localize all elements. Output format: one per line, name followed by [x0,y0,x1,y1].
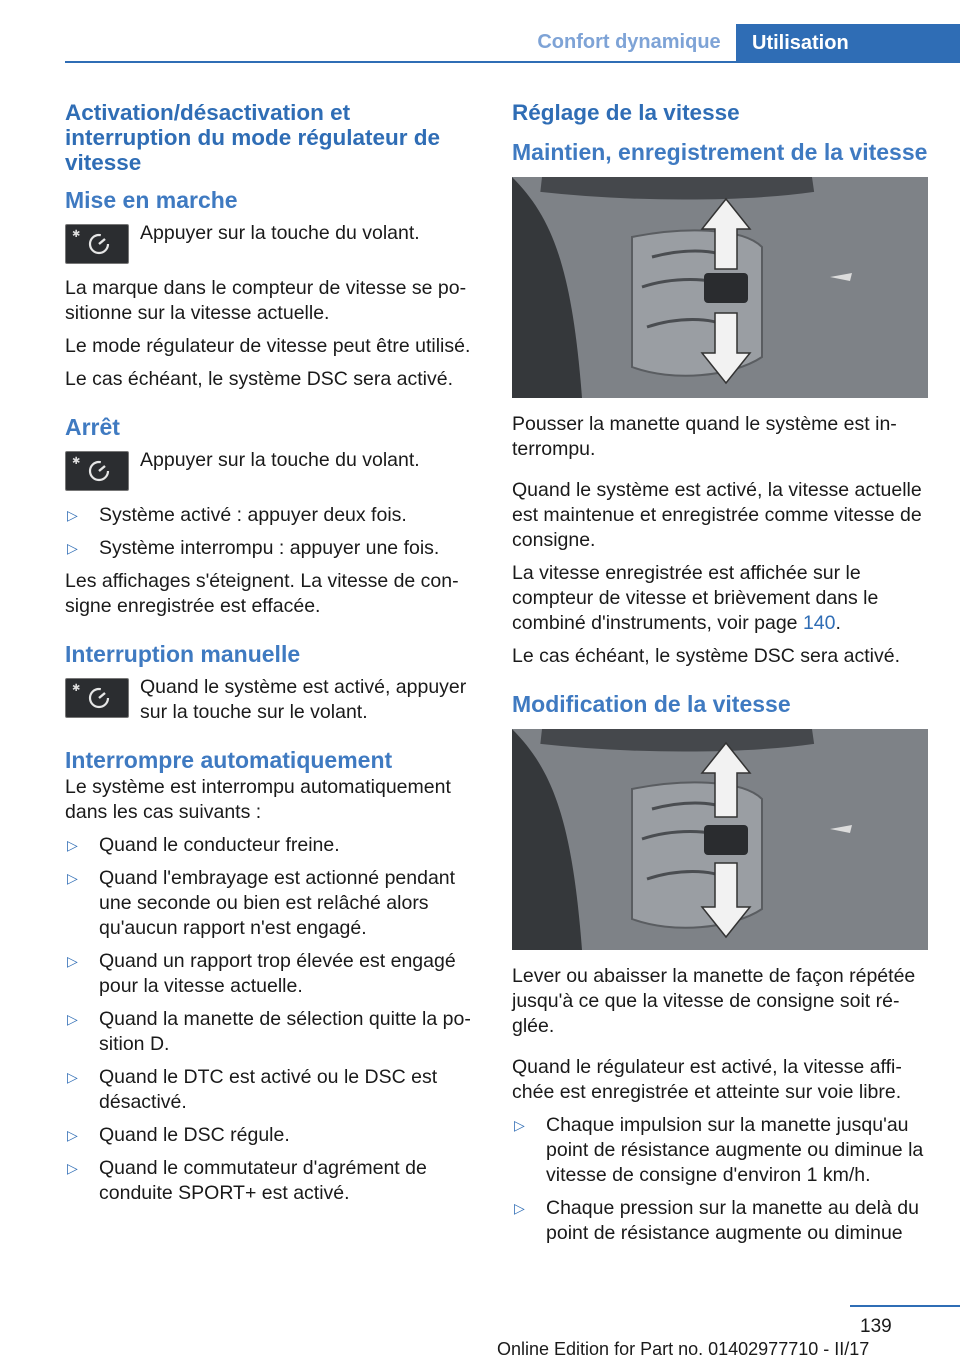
list-modify [512,1113,928,1246]
button-row-on [65,221,480,264]
steering-wheel-lever-illustration [512,729,928,950]
paragraph: Le cas échéant, le système DSC sera activé. [512,645,901,667]
paragraph: La vitesse enregistrée est affichée sur le compteur de vitesse et brièvement dans le combiné d'instruments, voir page 140. [512,562,879,634]
button-instruction: Quand le système est activé, appuyer sur la touche sur le volant. [140,676,467,723]
triangle-bullet-icon: ▷ [514,1200,525,1216]
list-item: ▷ Système interrompu : appuyer une fois. [67,537,440,559]
edition-text: Online Edition for Part no. 01402977710 - II/17 [497,1339,870,1359]
subheading-manual: Interruption manuelle [65,641,301,667]
right-column [512,100,928,1254]
page-link[interactable]: 140 [802,612,836,634]
list-item: ▷ Quand le DSC régule. [67,1124,290,1146]
list-item: ▷ Quand un rapport trop élevée est engagé pour la vitesse actuelle. [67,950,456,997]
section-tab[interactable]: Confort dynamique [537,31,721,53]
paragraph: Le système est interrompu automatiquement dans les cas suivants : [65,776,451,823]
chapter-tab[interactable]: Utilisation [736,24,960,63]
subheading-off: Arrêt [65,414,120,440]
button-row-off [65,448,480,491]
paragraph: Lever ou abaisser la manette de façon répétée jusqu'à ce que la vitesse de consigne soit réglée. [512,965,916,1037]
paragraph: Pousser la manette quand le système est interrompu. [512,413,897,460]
triangle-bullet-icon: ▷ [67,507,78,523]
list-item: ▷ Quand le DTC est activé ou le DSC est désactivé. [67,1066,438,1113]
left-column [65,100,480,1214]
triangle-bullet-icon: ▷ [67,1127,78,1143]
triangle-bullet-icon: ▷ [67,837,78,853]
cruise-control-button-icon: ✱ [65,451,129,491]
paragraph: La marque dans le compteur de vitesse se positionne sur la vitesse actuelle. [65,277,467,324]
section-heading: Réglage de la vitesse [512,100,740,125]
triangle-bullet-icon: ▷ [67,953,78,969]
paragraph: Les affichages s'éteignent. La vitesse de consigne enregistrée est effacée. [65,570,459,617]
cruise-control-button-icon: ✱ [65,224,129,264]
subheading-maintain: Maintien, enregistrement de la vitesse [512,139,928,165]
paragraph: Quand le système est activé, la vitesse actuelle est maintenue et enregistrée comme vitesse de consigne. [512,479,922,551]
subheading-on: Mise en marche [65,187,238,213]
subheading-modify: Modification de la vitesse [512,691,791,717]
list-item: ▷ Chaque pression sur la manette au delà du point de résistance augmente ou diminue [514,1197,919,1244]
footer-rule [850,1305,960,1307]
list-item: ▷ Quand le conducteur freine. [67,834,340,856]
paragraph: Le mode régulateur de vitesse peut être utilisé. [65,335,471,357]
list-item: ▷ Quand la manette de sélection quitte la position D. [67,1008,471,1055]
paragraph: Quand le régulateur est activé, la vitesse affichée est enregistrée et atteinte sur voie libre. [512,1056,902,1103]
triangle-bullet-icon: ▷ [514,1117,525,1133]
cruise-control-button-icon: ✱ [65,678,129,718]
button-instruction: Appuyer sur la touche du volant. [140,222,420,244]
paragraph: Le cas échéant, le système DSC sera activé. [65,368,454,390]
button-instruction: Appuyer sur la touche du volant. [140,449,420,471]
section-heading: Activation/désactivation et interruption du mode régulateur de vitesse [65,100,441,175]
triangle-bullet-icon: ▷ [67,1069,78,1085]
triangle-bullet-icon: ▷ [67,540,78,556]
list-auto [65,833,480,1206]
page-number: 139 [860,1316,892,1337]
button-row-manual [65,675,480,725]
list-item: ▷ Chaque impulsion sur la manette jusqu'au point de résistance augmente ou diminue la vitesse de consigne d'environ 1 km/h. [514,1114,924,1186]
list-item: ▷ Quand le commutateur d'agrément de conduite SPORT+ est activé. [67,1157,427,1204]
triangle-bullet-icon: ▷ [67,1011,78,1027]
header-rule [65,61,960,63]
triangle-bullet-icon: ▷ [67,1160,78,1176]
list-off [65,503,480,561]
subheading-auto: Interrompre automatiquement [65,747,393,773]
list-item: ▷ Quand l'embrayage est actionné pendant une seconde ou bien est relâché alors qu'aucun rapport n'est engagé. [67,867,456,939]
triangle-bullet-icon: ▷ [67,870,78,886]
list-item: ▷ Système activé : appuyer deux fois. [67,504,407,526]
steering-wheel-lever-illustration [512,177,928,398]
